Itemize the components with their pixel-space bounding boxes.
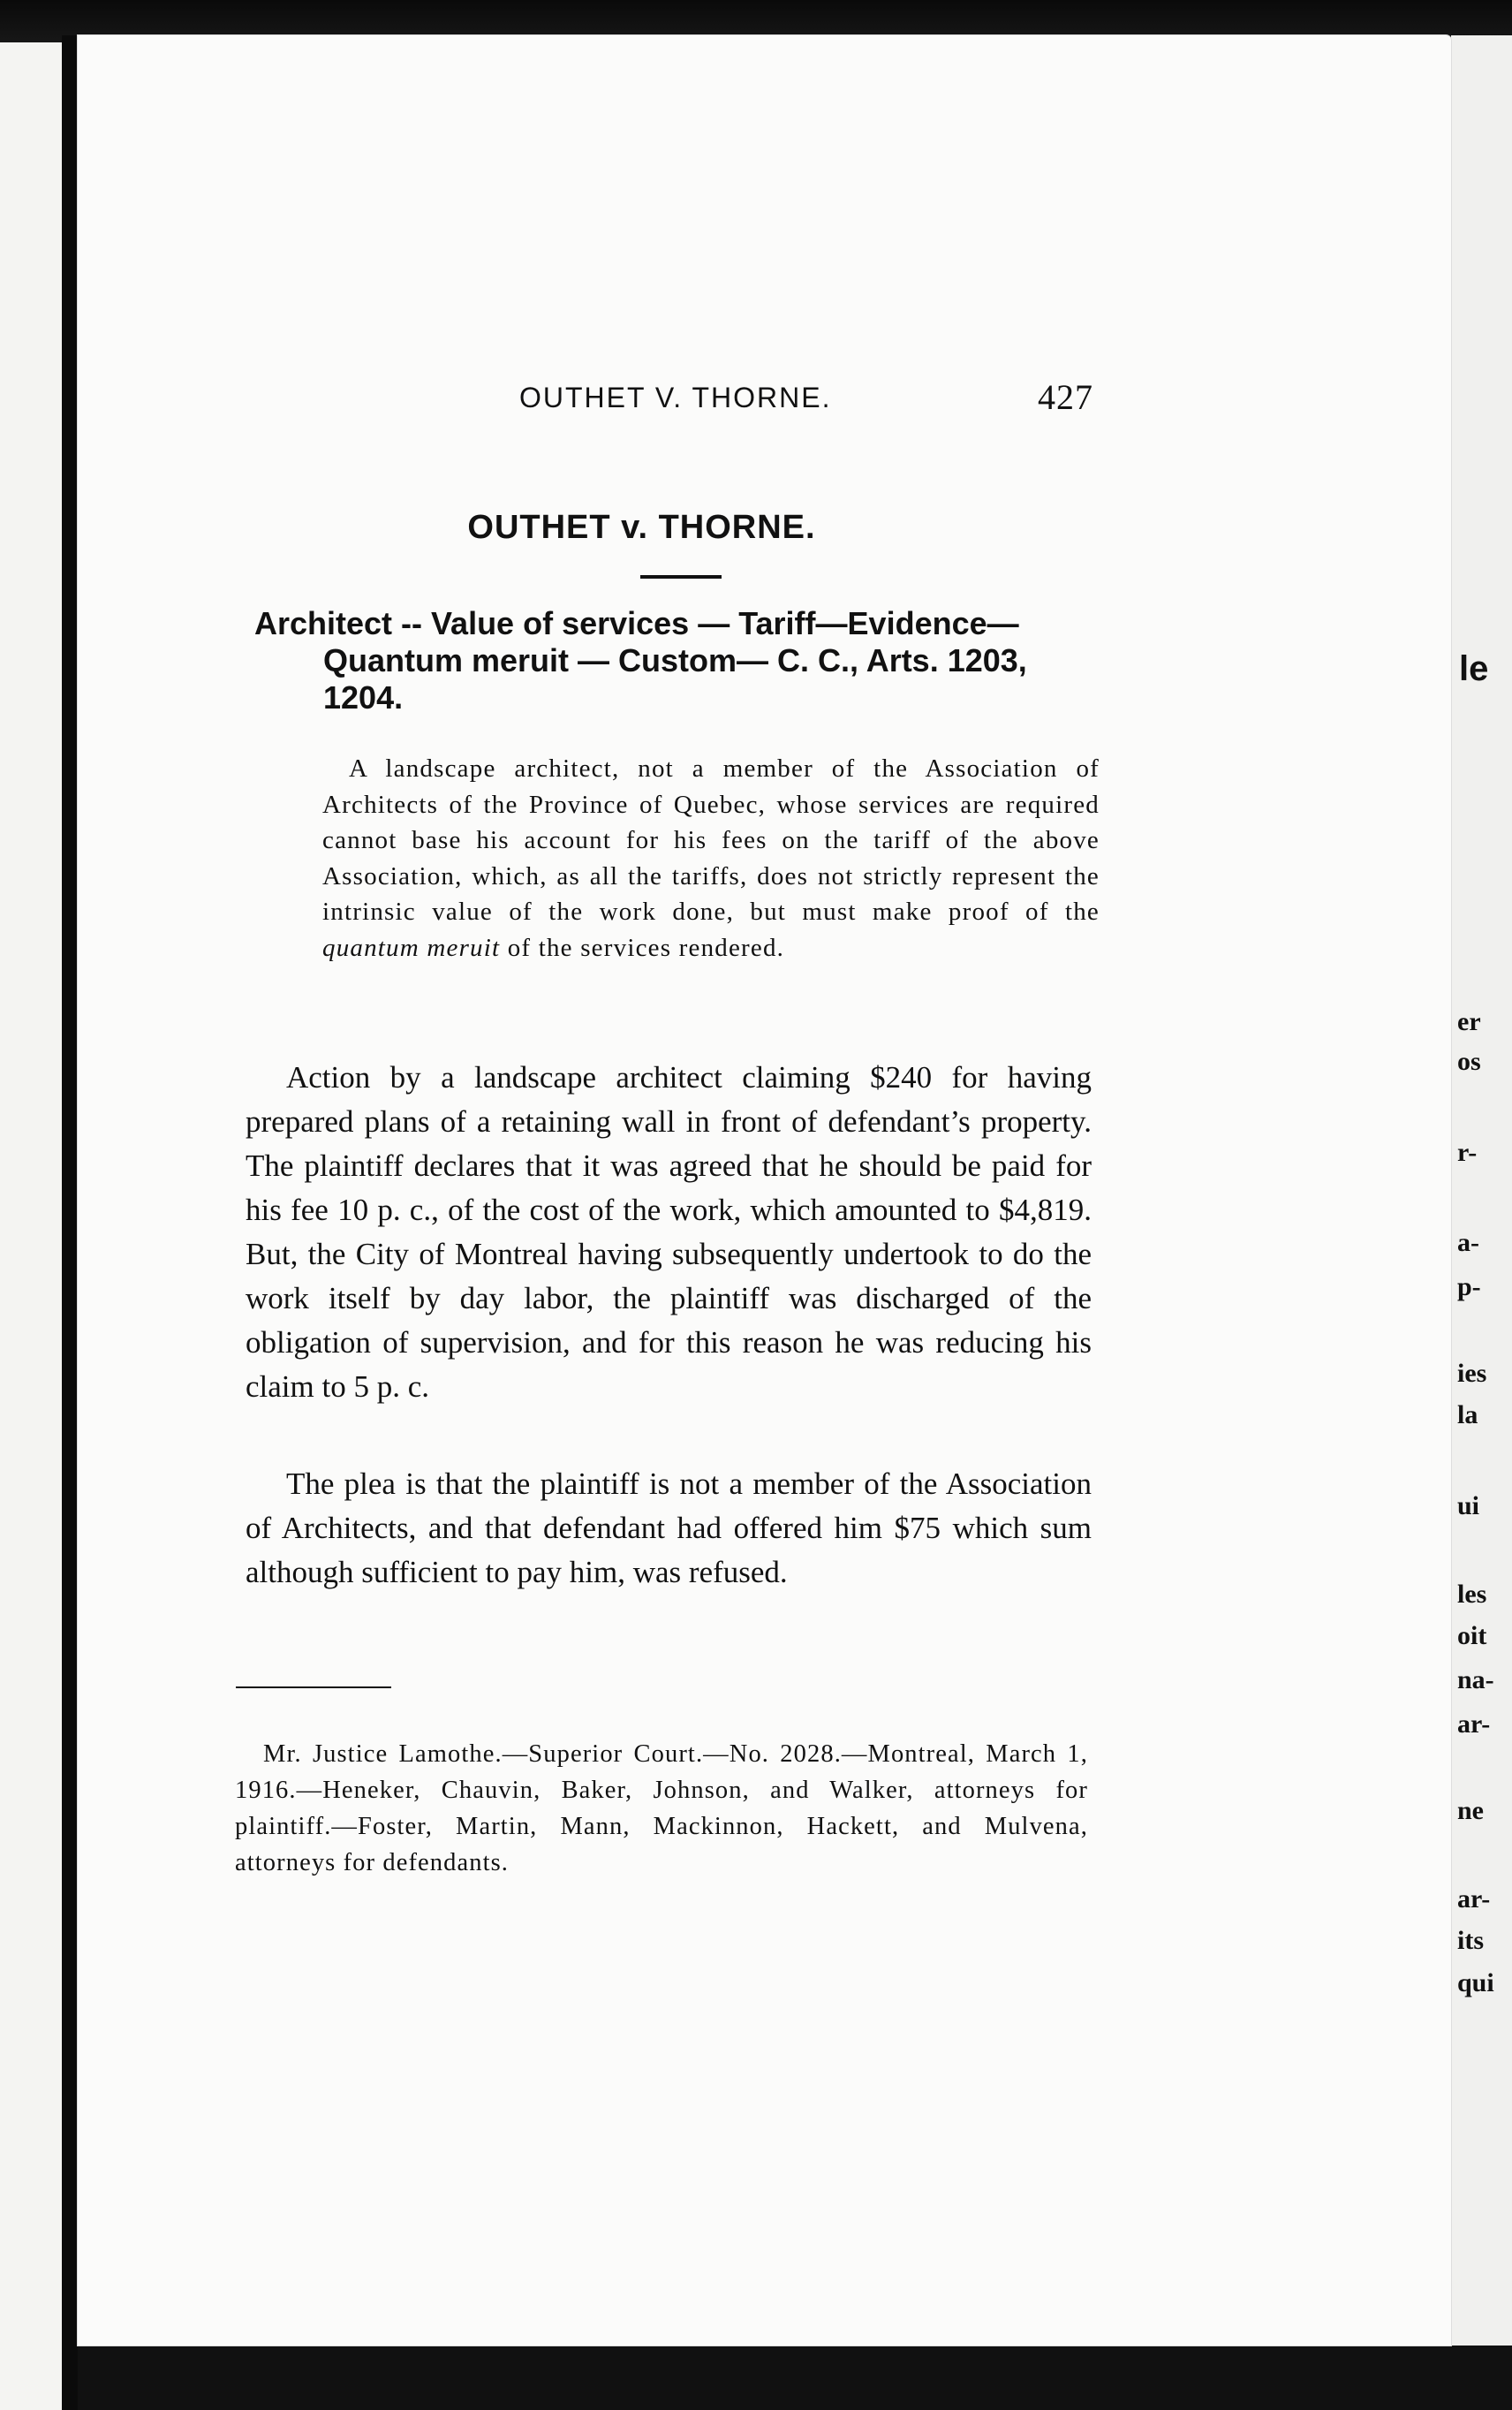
adjacent-fragment: qui: [1457, 1968, 1494, 1997]
adjacent-fragment: os: [1457, 1047, 1481, 1076]
adjacent-fragment: a-: [1457, 1228, 1479, 1257]
syllabus-paragraph: [322, 751, 1100, 966]
adjacent-fragment: ar-: [1457, 1884, 1491, 1914]
adjacent-fragment: la: [1457, 1400, 1478, 1429]
syllabus-italic-term: quantum meruit: [322, 933, 501, 962]
keywords-line-3: 1204.: [323, 679, 404, 716]
adjacent-fragment: ui: [1457, 1491, 1480, 1520]
scan-border-bottom: [78, 2346, 1512, 2410]
adjacent-page-right: [1451, 35, 1512, 2410]
body-paragraph-2: [246, 1462, 1092, 1595]
adjacent-fragment: ar-: [1457, 1709, 1491, 1739]
running-head-title: OUTHET V. THORNE.: [519, 382, 832, 413]
keywords-line-1: Architect -- Value of services — Tariff—Evidence—: [254, 605, 1019, 641]
footnote-text: Mr. Justice Lamothe.—Superior Court.—No. 2028.—Montreal, March 1, 1916.—Heneker, Chauvin, Baker, Johnson, and Walker, attorneys for plaintiff.—Foster, Martin, Mann, Mackinnon, Hackett, and Mulvena, attorneys for defendants.: [235, 1740, 1088, 1876]
headnote-keywords: [254, 605, 1120, 716]
case-title-text: OUTHET v. THORNE.: [467, 509, 816, 546]
case-title: [0, 509, 1373, 547]
adjacent-fragment: er: [1457, 1007, 1481, 1036]
footnote-rule: [236, 1686, 391, 1688]
adjacent-fragment: ies: [1457, 1359, 1487, 1388]
adjacent-page-left: [0, 42, 62, 2410]
syllabus-text-before: A landscape architect, not a member of the Association of Architects of the Province of Quebec, whose services are required cannot base his account for his fees on the tariff of the above Association, which, as all the tariffs, does not strictly represent the intrinsic value of the work done, but must make proof of the: [322, 754, 1100, 926]
paragraph-text: Action by a landscape architect claiming $240 for having prepared plans of a retaining wall in front of defendant’s property. The plaintiff declares that it was agreed that he should be paid for his fee 10 p. c., of the cost of the work, which amounted to $4,819. But, the City of Montreal having subsequently undertook to do the work itself by day labor, the plaintiff was discharged of the obligation of supervision, and for this reason he was reducing his claim to 5 p. c.: [246, 1060, 1092, 1404]
adjacent-fragment: ne: [1457, 1796, 1484, 1825]
adjacent-fragment: p-: [1457, 1272, 1481, 1301]
syllabus-text-after: of the services rendered.: [500, 933, 785, 962]
footnote: [235, 1736, 1088, 1881]
adjacent-page-fragment-big: le: [1459, 649, 1489, 688]
book-spine-shadow: [62, 35, 78, 2410]
title-rule: [640, 575, 722, 579]
adjacent-fragment: oit: [1457, 1621, 1487, 1650]
keywords-line-2: Quantum meruit — Custom— C. C., Arts. 1203,: [323, 642, 1027, 678]
adjacent-fragment: its: [1457, 1926, 1484, 1955]
page-number: 427: [1038, 377, 1093, 417]
adjacent-fragment: na-: [1457, 1665, 1494, 1694]
adjacent-fragment: les: [1457, 1580, 1487, 1609]
body-paragraph-1: [246, 1056, 1092, 1409]
syllabus: [322, 751, 1100, 966]
paragraph-text: The plea is that the plaintiff is not a member of the Association of Architects, and that defendant had offered him $75 which sum although sufficient to pay him, was refused.: [246, 1466, 1092, 1589]
adjacent-fragment: r-: [1457, 1138, 1478, 1167]
